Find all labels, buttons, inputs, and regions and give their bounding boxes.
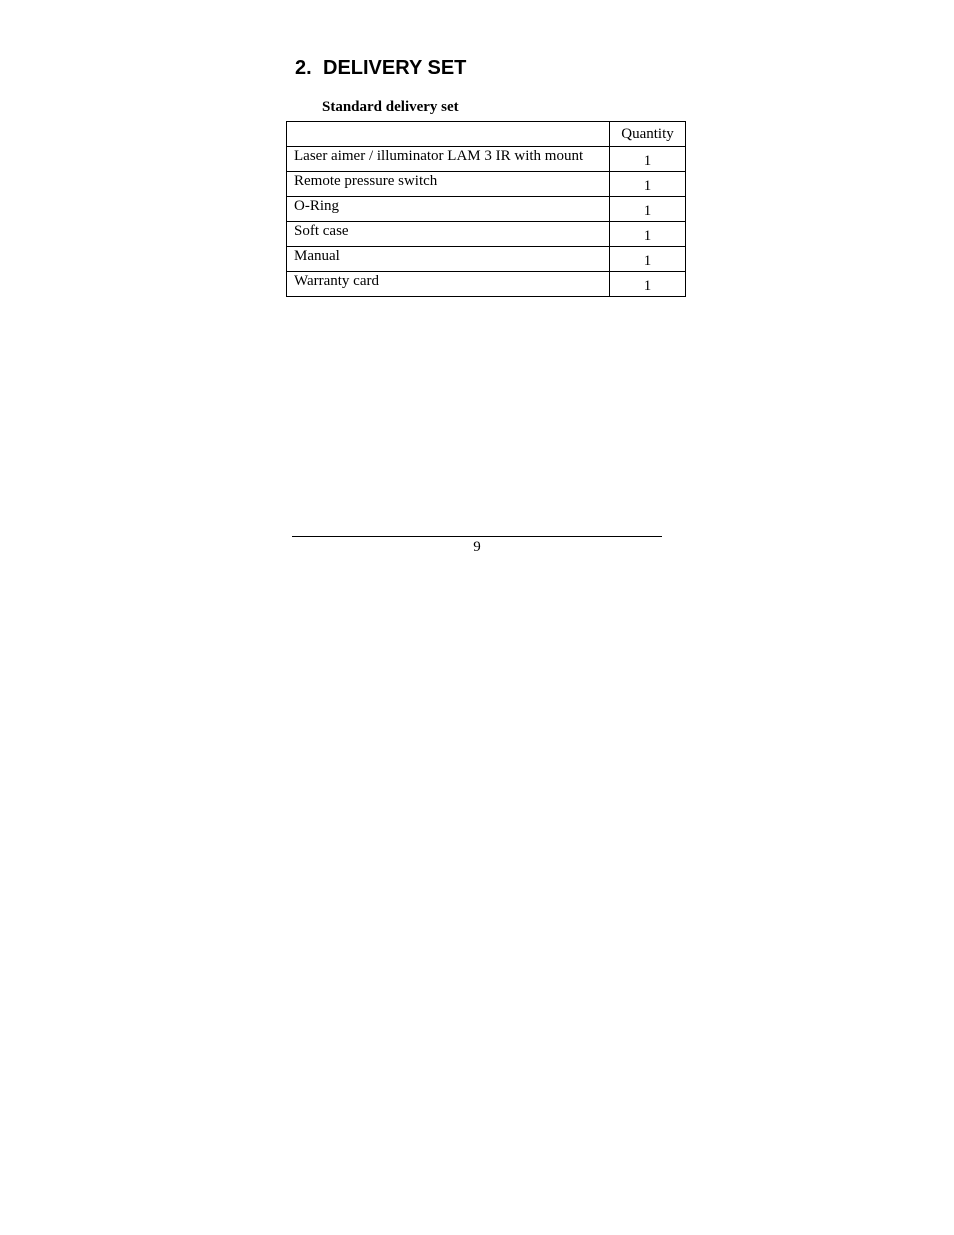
quantity-column-header: Quantity	[610, 122, 686, 147]
item-cell: O-Ring	[287, 197, 610, 222]
table-caption: Standard delivery set	[322, 99, 459, 115]
item-cell: Soft case	[287, 222, 610, 247]
item-cell: Manual	[287, 247, 610, 272]
quantity-cell: 1	[610, 272, 686, 297]
quantity-cell: 1	[610, 197, 686, 222]
footer-divider	[292, 536, 662, 537]
section-number: 2.	[295, 57, 312, 79]
table-row	[287, 172, 686, 197]
table-row	[287, 147, 686, 172]
item-column-header	[287, 122, 610, 147]
table-row	[287, 222, 686, 247]
item-cell: Laser aimer / illuminator LAM 3 IR with mount	[287, 147, 610, 172]
quantity-cell: 1	[610, 147, 686, 172]
quantity-cell: 1	[610, 247, 686, 272]
table-row	[287, 247, 686, 272]
page-number: 9	[473, 539, 481, 555]
delivery-set-table	[286, 121, 686, 297]
item-cell: Remote pressure switch	[287, 172, 610, 197]
section-heading	[295, 55, 466, 81]
quantity-cell: 1	[610, 172, 686, 197]
section-title: DELIVERY SET	[323, 57, 467, 79]
table-row	[287, 197, 686, 222]
quantity-cell: 1	[610, 222, 686, 247]
item-cell: Warranty card	[287, 272, 610, 297]
table-header-row	[287, 122, 686, 147]
table-row	[287, 272, 686, 297]
